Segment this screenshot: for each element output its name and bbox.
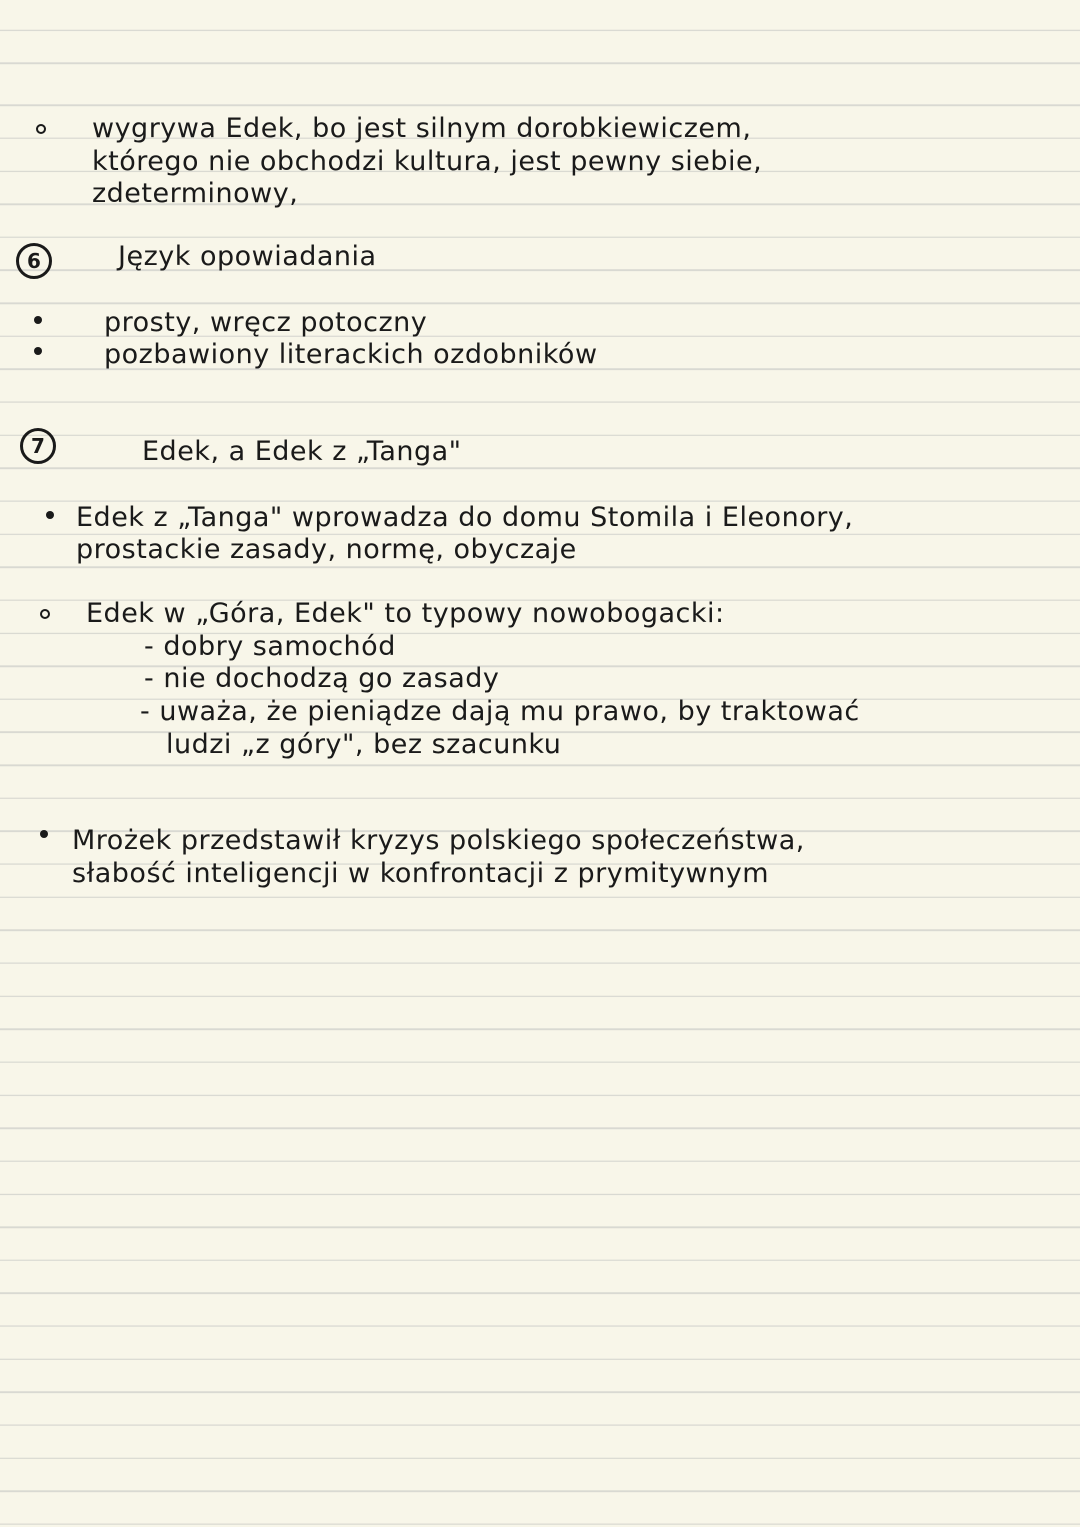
section-6-item-1: prosty, wręcz potoczny <box>104 307 428 338</box>
bullet <box>34 316 42 324</box>
section-7-p1-line-1: Edek z „Tanga" wprowadza do domu Stomila i Eleonory, <box>76 502 854 533</box>
section-7-p3-line-1: Mrożek przedstawił kryzys polskiego społeczeństwa, <box>72 825 805 856</box>
intro-line-2: którego nie obchodzi kultura, jest pewny siebie, <box>92 146 763 177</box>
bullet <box>36 124 46 134</box>
section-7-sub-item-3: - uważa, że pieniądze dają mu prawo, by traktować <box>140 696 860 727</box>
intro-line-1: wygrywa Edek, bo jest silnym dorobkiewiczem, <box>92 113 752 144</box>
bullet <box>40 830 48 838</box>
section-number-7: 7 <box>20 428 56 464</box>
section-7-sub-item-4: ludzi „z góry", bez szacunku <box>166 729 562 760</box>
section-7-sub-item-1: - dobry samochód <box>144 631 396 662</box>
section-7-p2-line-1: Edek w „Góra, Edek" to typowy nowobogacki: <box>86 598 725 629</box>
section-7-sub-item-2: - nie dochodzą go zasady <box>144 663 500 694</box>
section-6-item-2: pozbawiony literackich ozdobników <box>104 339 598 370</box>
bullet <box>46 511 54 519</box>
section-7-p1-line-2: prostackie zasady, normę, obyczaje <box>76 534 577 565</box>
section-6-heading: Język opowiadania <box>118 241 377 272</box>
bullet <box>40 609 50 619</box>
intro-line-3: zdeterminowy, <box>92 178 299 209</box>
section-7-heading: Edek, a Edek z „Tanga" <box>142 436 462 467</box>
section-number-6: 6 <box>16 243 52 279</box>
section-7-p3-line-2: słabość inteligencji w konfrontacji z prymitywnym <box>72 858 770 889</box>
bullet <box>34 347 42 355</box>
